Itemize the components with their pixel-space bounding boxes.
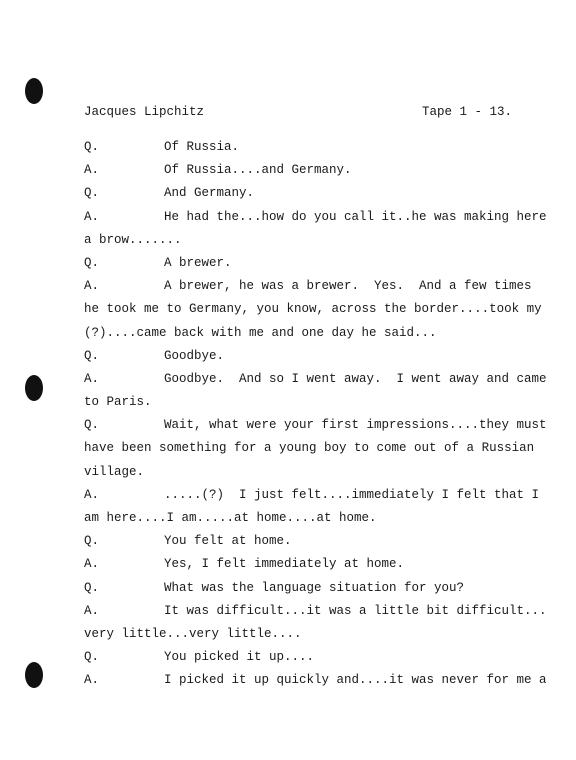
line-text: A brewer, he was a brewer. Yes. And a few times [164, 279, 532, 294]
punch-hole-middle [25, 375, 43, 401]
line-text: very little...very little.... [84, 626, 302, 641]
transcript-line [84, 577, 524, 600]
transcript-line [84, 600, 547, 623]
line-text: Yes, I felt immediately at home. [164, 557, 405, 572]
line-text: You felt at home. [164, 534, 292, 549]
line-text: am here....I am.....at home....at home. [84, 511, 377, 525]
transcript-line [84, 553, 524, 576]
punch-hole-bottom [25, 662, 43, 688]
speaker-label: A. [84, 163, 100, 178]
line-text: Of Russia. [164, 140, 240, 154]
punch-hole-top [25, 78, 43, 104]
line-text: to Paris. [84, 395, 152, 410]
transcript-line [84, 530, 524, 553]
line-text: And Germany. [164, 186, 255, 201]
line-text: Goodbye. And so I went away. I went away and came [164, 371, 547, 386]
line-text: What was the language situation for you? [164, 580, 465, 595]
line-text: .....(?) I just felt....immediately I felt that I [164, 487, 540, 502]
speaker-label: A. [84, 279, 100, 294]
speaker-label: Q. [84, 348, 100, 363]
line-text: You picked it up.... [164, 650, 315, 665]
transcript-line [84, 646, 524, 669]
speaker-label: A. [84, 603, 100, 618]
transcript-line [84, 507, 524, 530]
line-text: Of Russia....and Germany. [164, 163, 352, 178]
speaker-label: Q. [84, 650, 100, 665]
line-text: Goodbye. [164, 348, 225, 363]
transcript-line [84, 298, 542, 321]
speaker-label: Q. [84, 255, 100, 270]
speaker-label: A. [84, 209, 100, 224]
transcript-line [84, 136, 524, 159]
transcript-line [84, 669, 547, 692]
transcript-line [84, 206, 547, 229]
transcript-line [84, 437, 535, 460]
transcript-line [84, 159, 524, 182]
transcript-line [84, 461, 524, 484]
speaker-label: Q. [84, 580, 100, 595]
speaker-label: Q. [84, 418, 100, 433]
transcript-line [84, 623, 524, 646]
speaker-label: A. [84, 487, 100, 502]
line-text: It was difficult...it was a little bit difficult... [164, 603, 547, 618]
transcript-line [84, 345, 524, 368]
transcript-body [84, 136, 547, 693]
line-text: Wait, what were your first impressions....they must [164, 418, 547, 433]
header-tape-number: Tape 1 - 13. [421, 105, 512, 119]
transcript-line [84, 414, 547, 437]
speaker-label: A. [84, 557, 100, 572]
transcript-line [84, 484, 540, 507]
transcript-line [84, 322, 524, 345]
line-text: A brewer. [164, 255, 232, 270]
line-text: have been something for a young boy to come out of a Russian [84, 441, 535, 456]
transcript-line [84, 252, 524, 275]
line-text: a brow....... [84, 232, 182, 247]
line-text: village. [84, 464, 145, 479]
header-author: Jacques Lipchitz [84, 105, 205, 119]
transcript-line [84, 368, 547, 391]
line-text: he took me to Germany, you know, across the border....took my [84, 302, 542, 317]
speaker-label: Q. [84, 140, 100, 154]
speaker-label: Q. [84, 186, 100, 201]
transcript-line [84, 182, 524, 205]
line-text: (?)....came back with me and one day he said... [84, 325, 437, 340]
transcript-line [84, 391, 524, 414]
transcript-line [84, 229, 524, 252]
transcript-line [84, 275, 532, 298]
speaker-label: A. [84, 371, 100, 386]
line-text: He had the...how do you call it..he was making here [164, 209, 547, 224]
line-text: I picked it up quickly and....it was never for me a [164, 673, 547, 688]
speaker-label: Q. [84, 534, 100, 549]
speaker-label: A. [84, 673, 100, 688]
